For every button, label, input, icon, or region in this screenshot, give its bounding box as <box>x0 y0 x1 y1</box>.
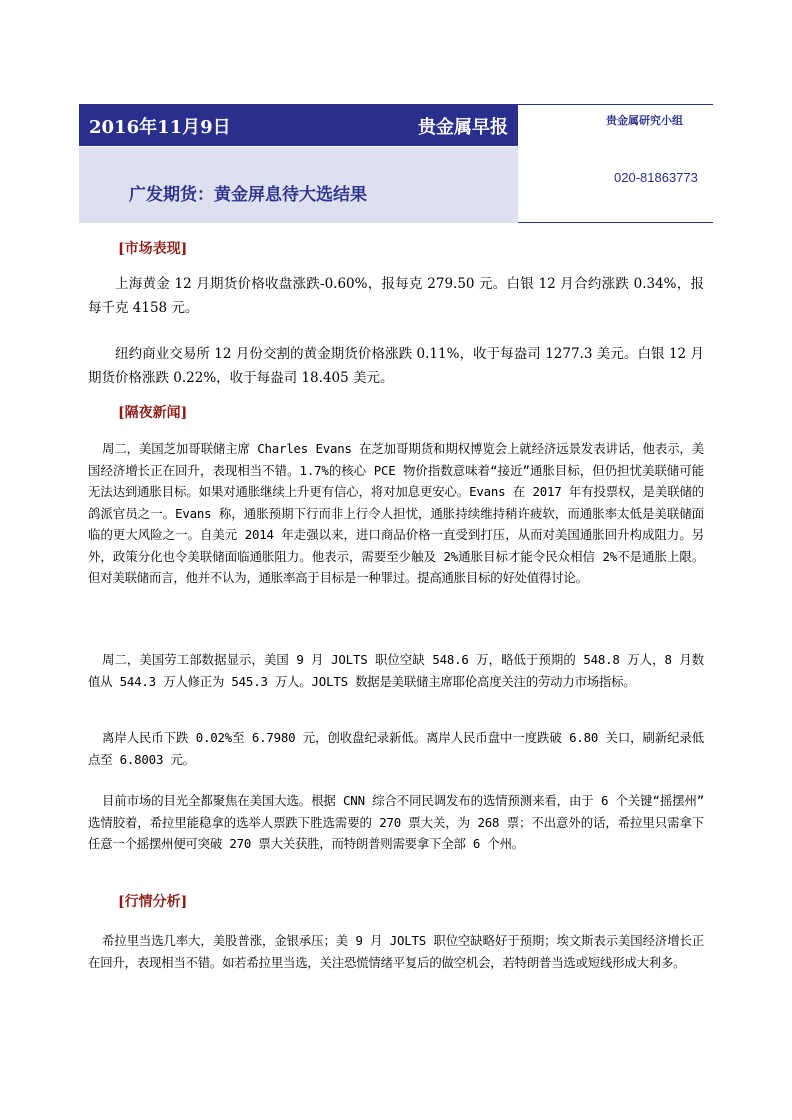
report-date: 2016年11月9日 <box>89 117 231 138</box>
market-paragraph-2: 纽约商业交易所 12 月份交割的黄金期货价格涨跌 0.11%，收于每盎司 1277.3 美元。白银 12 月期货价格涨跌 0.22%，收于每盎司 18.405 美元。 <box>88 346 704 386</box>
news-paragraph-2: 周二，美国劳工部数据显示，美国 9 月 JOLTS 职位空缺 548.6 万，略低于预期的 548.8 万人，8 月数值从 544.3 万人修正为 545.3 万人。JOLTS 数据是美联储主席耶伦高度关注的劳动力市场指标。 <box>88 652 704 689</box>
news-paragraph-4: 目前市场的目光全都聚焦在美国大选。根据 CNN 综合不同民调发布的选情预测来看，由于 6 个关键“摇摆州” 选情胶着，希拉里能稳拿的选举人票跌下胜选需要的 270 票大关，为 268 票；不出意外的话，希拉里只需拿下任意一个摇摆州便可突破 270 票大关获胜，而特朗普则需要拿下全部 6 个州。 <box>88 793 704 851</box>
news-paragraph-3: 离岸人民币下跌 0.02%至 6.7980 元，创收盘纪录新低。离岸人民币盘中一度跌破 6.80 关口，刷新纪录低点至 6.8003 元。 <box>88 730 704 767</box>
title-panel <box>79 147 518 223</box>
contact-phone: 020-81863773 <box>614 170 698 185</box>
market-paragraph-1: 上海黄金 12 月期货价格收盘涨跌-0.60%，报每克 279.50 元。白银 12 月合约涨跌 0.34%，报每千克 4158 元。 <box>88 276 704 316</box>
news-paragraph-1: 周二，美国芝加哥联储主席 Charles Evans 在芝加哥期货和期权博览会上就经济远景发表讲话，他表示，美国经济增长正在回升，表现相当不错。1.7%的核心 PCE 物价指数意味着“接近”通胀目标，但仍担忧美联储可能无法达到通胀目标。如果对通胀继续上升更有信心，将对加息更安心。Evans 在 2017 年有投票权，是美联储的鸽派官员之一。Evans 称，通胀预期下行而非上行令人担忧，通胀持续维持稍许疲软，而通胀率太低是美联储面临的更大风险之一。自美元 2014 年走强以来，进口商品价格一直受到打压，从而对美国通胀回升构成阻力。另外，政策分化也令美联储面临通胀阻力。他表示，需要至少触及 2%通胀目标才能令民众相信 2%不是通胀上限。但对美联储而言，他并不认为，通胀率高于目标是一种罪过。提高通胀目标的好处值得讨论。 <box>88 441 704 585</box>
section-heading-news: [隔夜新闻] <box>118 405 188 421</box>
header-rule-bottom <box>518 222 713 223</box>
header-bar <box>79 104 518 146</box>
section-heading-analysis: [行情分析] <box>118 894 188 910</box>
page-title: 广发期货：黄金屏息待大选结果 <box>129 185 367 205</box>
research-team: 贵金属研究小组 <box>606 114 683 127</box>
analysis-paragraph-1: 希拉里当选几率大，美股普涨，金银承压；美 9 月 JOLTS 职位空缺略好于预期；埃文斯表示美国经济增长正在回升，表现相当不错。如若希拉里当选，关注恐慌情绪平复后的做空机会，若特朗普当选或短线形成大利多。 <box>88 933 704 970</box>
header-rule-top <box>518 104 713 105</box>
section-heading-market: [市场表现] <box>118 241 188 257</box>
report-name: 贵金属早报 <box>418 117 508 138</box>
